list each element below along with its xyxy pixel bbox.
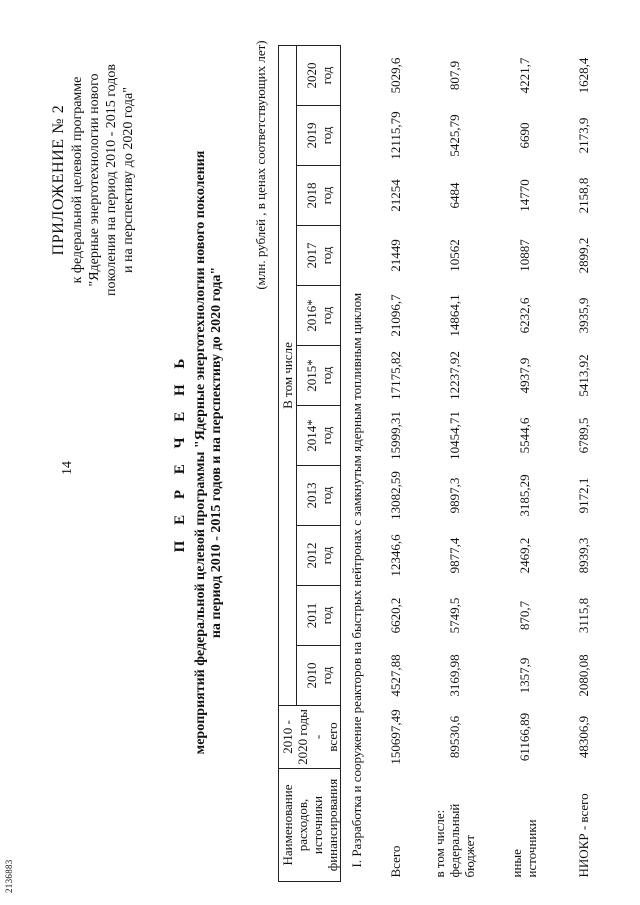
cell-2019: 6690 [516,122,532,149]
document-code: 2136883 [4,859,14,893]
cell-2016: 21096,7 [387,294,403,337]
year-text: год [318,126,334,145]
header-text: финансирования [324,778,340,872]
section-title: I. Разработка и сооружение реакторов на быстрых нейтронах с замкнутым ядерным топливным циклом [348,292,364,868]
year-text: год [318,666,334,685]
cell-2020: 4221,7 [516,57,532,94]
cell-2019: 12115,79 [387,111,403,160]
year-header [297,166,341,226]
section-row [341,46,372,882]
cell-2014: 15999,31 [387,411,403,460]
year-header [297,46,341,106]
row-name-line: НИОКР - всего [575,793,591,878]
year-text: год [318,366,334,385]
year-header [297,646,341,706]
cell-2014: 6789,5 [575,417,591,454]
cell-2010: 2080,08 [575,654,591,697]
cell-2013: 13082,59 [387,471,403,520]
cell-2017: 2899,2 [575,237,591,274]
cell-2016: 6232,6 [516,297,532,334]
cell-2012: 8939,3 [575,537,591,574]
year-header [297,106,341,166]
row-name-line: в том числе: [431,809,447,878]
year-text: 2010 [303,662,319,689]
year-text: 2011 [303,602,319,629]
cell-2020: 1628,4 [575,57,591,94]
cell-2012: 12346,6 [387,534,403,577]
header-text: 2020 годы - [294,709,325,765]
cell-total: 150697,49 [387,709,403,765]
year-text: год [318,486,334,505]
row-name [371,769,419,882]
header-text: источники [309,795,325,855]
cell-2018: 14770 [516,179,532,212]
cell-2014: 10454,71 [446,411,462,460]
cell-2010: 1357,9 [516,657,532,694]
year-text: 2013 [303,482,319,509]
header-row [279,46,297,882]
cell-2016: 14864,1 [446,294,462,337]
year-text: год [318,546,334,565]
year-header [297,346,341,406]
cell-2010: 3169,98 [446,654,462,697]
year-text: 2012 [303,542,319,569]
cell-2015: 12237,92 [446,351,462,400]
cell-2011: 3115,8 [575,597,591,634]
year-header [297,586,341,646]
col-header-total [279,706,341,769]
appendix-line: поколения на период 2010 - 2015 годов [104,63,119,297]
header-text: 2010 - [279,720,295,754]
year-header [297,286,341,346]
cell-2019: 2173,9 [575,117,591,154]
year-text: 2019 [303,122,319,149]
document-title [172,0,225,905]
units-note: (млн. рублей , в ценах соответствующих лет) [253,40,268,290]
cell-2014: 5544,6 [516,417,532,454]
appendix-block [50,15,137,345]
year-header [297,526,341,586]
appendix-line: к федеральной целевой программе [70,76,85,284]
cell-2011: 6620,2 [387,597,403,634]
cell-2013: 9897,3 [446,477,462,514]
table-row [371,46,419,882]
title-main: П Е Р Е Ч Е Н Ь [172,352,188,553]
cell-2018: 2158,8 [575,177,591,214]
row-name [559,769,607,882]
appendix-title: ПРИЛОЖЕНИЕ № 2 [50,104,67,256]
cell-2015: 4937,9 [516,357,532,394]
year-text: 2014* [303,419,319,452]
row-name-line: Всего [387,845,403,878]
row-name-line: бюджет [461,834,477,878]
year-text: 2016* [303,299,319,332]
cell-2015: 17175,82 [387,351,403,400]
cell-2020: 5029,6 [387,57,403,94]
year-header [297,406,341,466]
cell-2019: 5425,79 [446,114,462,157]
cell-2013: 9172,1 [575,477,591,514]
row-name-line: источники [524,819,539,878]
cell-2017: 21449 [387,239,403,272]
cell-total: 61166,89 [516,712,532,762]
year-header [297,226,341,286]
cell-total: 48306,9 [575,715,591,759]
cell-2011: 870,7 [516,600,532,631]
year-text: год [318,426,334,445]
cell-total: 89530,6 [446,715,462,759]
table-row [559,46,607,882]
row-name [419,769,489,882]
year-text: год [318,606,334,625]
cell-2012: 9877,4 [446,537,462,574]
cell-2016: 3935,9 [575,297,591,334]
year-text: 2018 [303,182,319,209]
year-header [297,466,341,526]
row-name-line: федеральный [446,803,462,878]
row-name [489,769,559,882]
header-text: всего [324,722,340,752]
cell-2010: 4527,88 [387,654,403,697]
cell-2012: 2469,2 [516,537,532,574]
cell-2017: 10562 [446,239,462,272]
page-number: 14 [60,461,75,475]
year-text: 2020 [303,62,319,89]
year-text: 2015* [303,359,319,392]
title-line: на период 2010 - 2015 годов и на перспективу до 2020 года" [209,266,224,639]
cell-2018: 6484 [446,182,462,209]
header-text: расходов, [294,798,310,852]
table-row [419,46,489,882]
appendix-line: и на перспективу до 2020 года" [121,87,136,273]
header-text: Наименование [279,784,295,866]
year-text: 2017 [303,242,319,269]
year-text: год [318,246,334,265]
year-text: год [318,66,334,85]
funding-table [278,45,607,882]
year-text: год [318,306,334,325]
table-row [489,46,559,882]
title-line: мероприятий федеральной целевой программы "Ядерные энерготехнологии нового поколения [193,150,208,755]
cell-2013: 3185,29 [516,474,532,517]
col-header-name [279,769,341,882]
year-text: год [318,186,334,205]
cell-2017: 10887 [516,239,532,272]
cell-2018: 21254 [387,179,403,212]
cell-2011: 5749,5 [446,597,462,634]
including-header: В том числе [279,46,297,706]
cell-2020: 807,9 [446,60,462,91]
row-name-line: иные [509,849,524,878]
appendix-line: "Ядерные энерготехнологии нового [87,73,102,287]
cell-2015: 5413,92 [575,354,591,397]
